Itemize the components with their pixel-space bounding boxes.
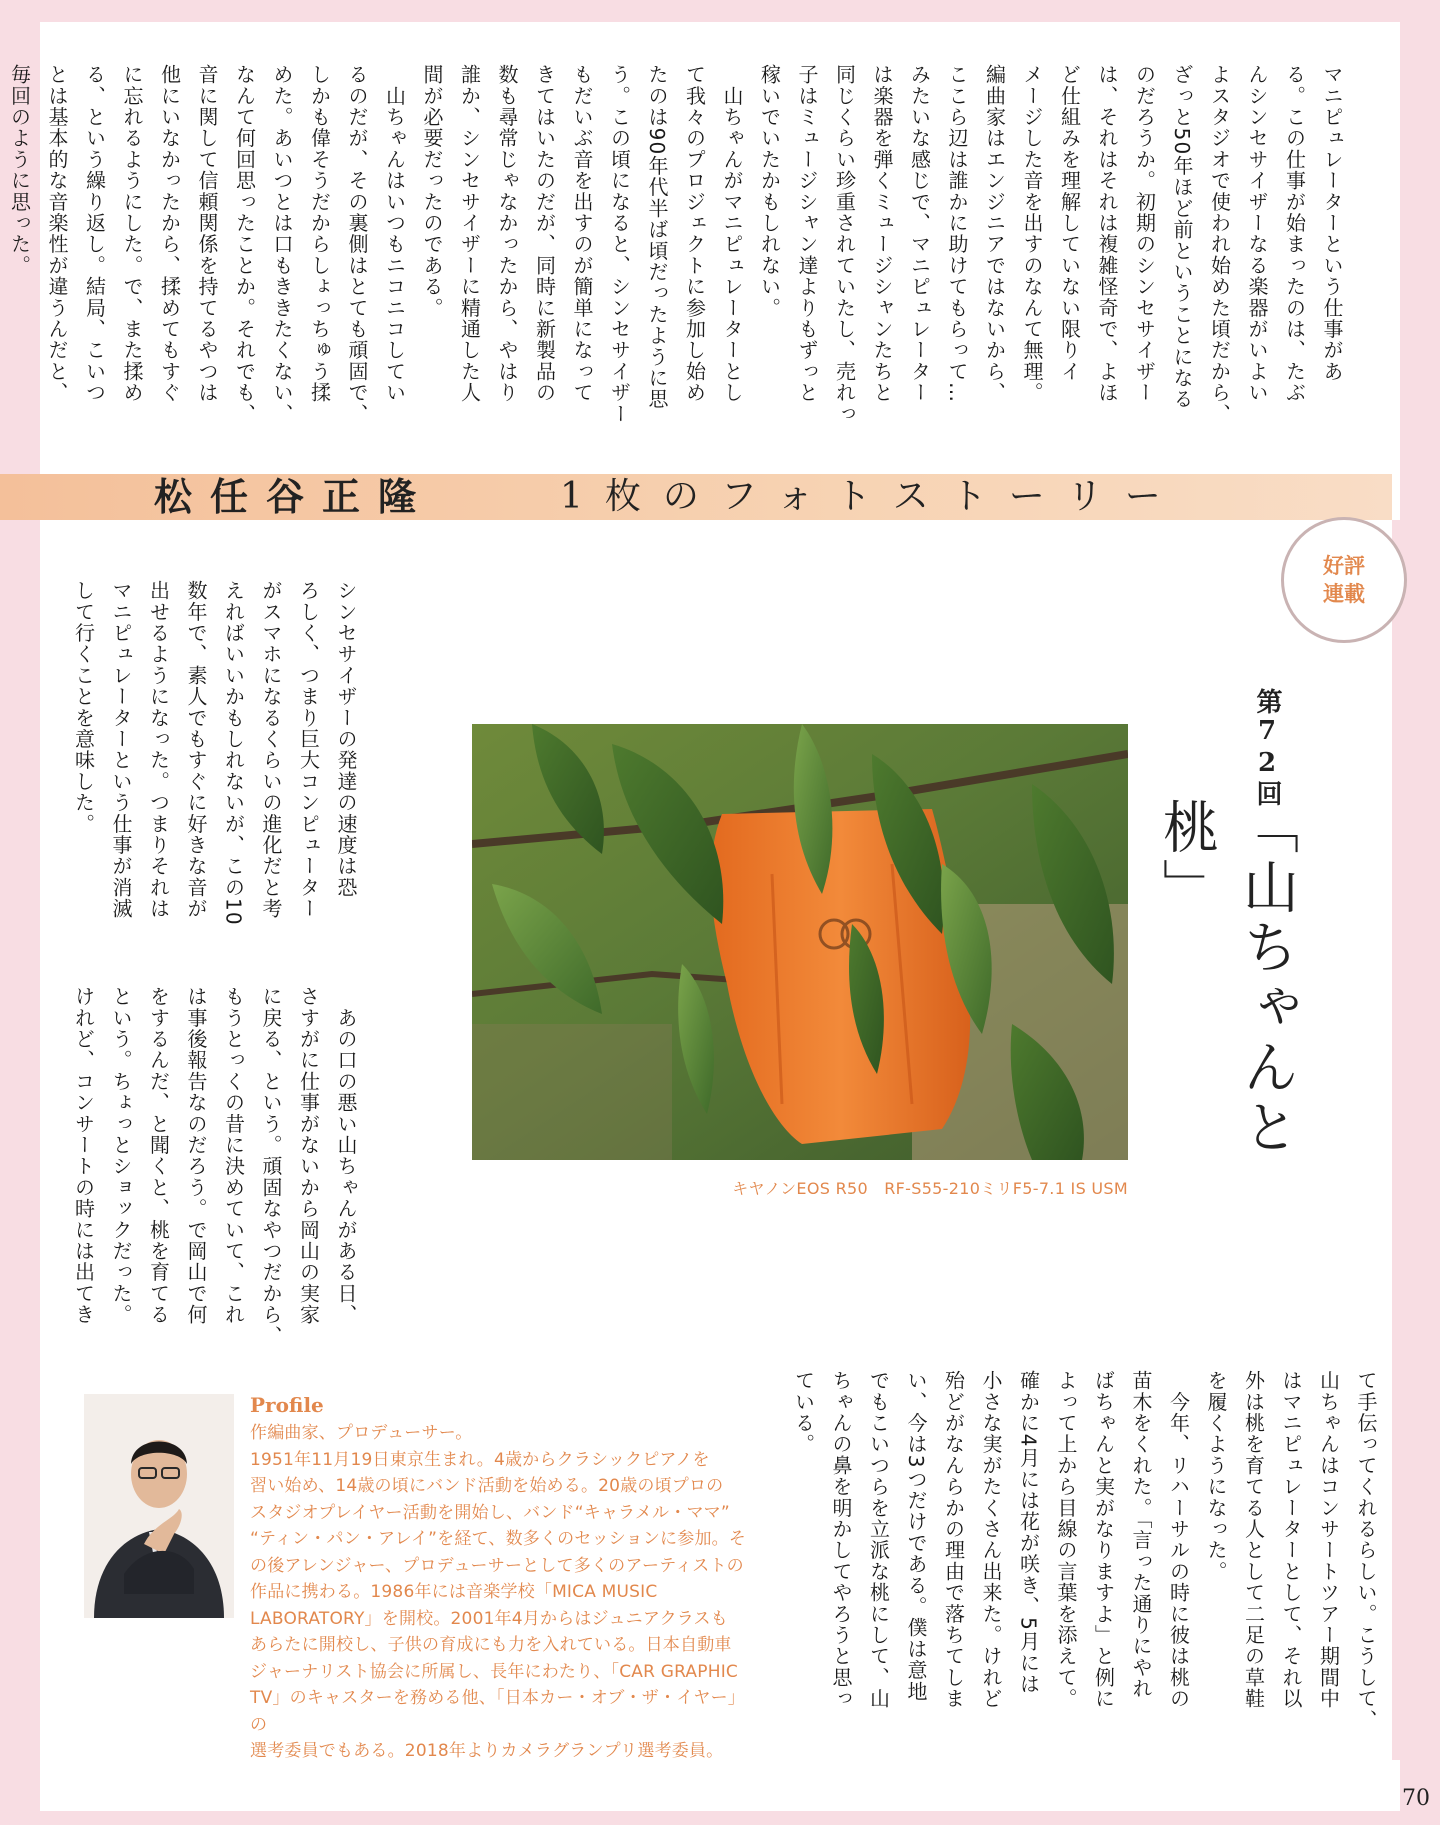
- profile-body: 作編曲家、プロデューサー。 1951年11月19日東京生まれ。4歳からクラシックピアノを 習い始め、14歳の頃にバンド活動を始める。20歳の頃プロの スタジオプレイヤー活動を開始し、バンド“キャラメル・ママ” “ティン・パン・アレイ”を経て、数多くのセッションに参加。そ の後アレンジャー、プロデューサーとして多くのアーティストの 作品に携わる。1986年には音楽学校「MICA MUSIC LABORATORY」を開校。2001年4月からはジュニアクラスも あらたに開校し、子供の育成にも力を入れている。日本自動車 ジャーナリスト協会に所属し、長年にわたり、「CAR GRAPHIC TV」のキャスターを務める他、「日本カー・オブ・ザ・イヤー」の 選考委員でもある。2018年よりカメラグランプリ選考委員。: [250, 1423, 747, 1761]
- author-profile: [250, 1390, 750, 1765]
- peach-bag-photo: [472, 724, 1128, 1160]
- badge-line-1: 好評: [1323, 554, 1365, 578]
- photo-caption: キヤノンEOS R50 RF-S55-210ミリF5-7.1 IS USM: [732, 1179, 1128, 1198]
- popular-series-badge: [1281, 517, 1407, 643]
- article-bottom-right-block: て手伝ってくれるらしい。こうして、 山ちゃんはコンサートツアー期間中 はマニピュレーターとして、それ以 外は桃を育てる人として二足の草鞋 を履くようになった。 今年、リハーサルの時に彼は桃の 苗木をくれた。「言った通りにやれ ばちゃんと実がなりますよ」と例に よって上から目線の言葉を添えて。 確かに4月には花が咲き、5月には 小さな実がたくさん出来た。けれど 殆どがなんらかの理由で落ちてしま い、今は3つだけである。僕は意地 でもこいつらを立派な桃にして、山 ちゃんの鼻を明かしてやろうと思っ ている。: [791, 1370, 1378, 1731]
- episode-number: 第72回: [1252, 688, 1282, 808]
- badge-line-2: 連載: [1323, 582, 1365, 606]
- page-number: 70: [1402, 1786, 1430, 1811]
- author-portrait: [84, 1394, 234, 1618]
- series-author: 松任谷正隆: [154, 474, 435, 519]
- episode-title: 「山ちゃんと桃」: [1154, 798, 1299, 1158]
- article-lower-left-block: あの口の悪い山ちゃんがある日、 さすがに仕事がないから岡山の実家 に戻る、という。頑固なやつだから、 もうとっくの昔に決めていて、これ は事後報告なのだろう。で岡山で何 をするんだ、と聞くと、桃を育てる という。ちょっとショックだった。 けれど、コンサートの時には出てき: [71, 986, 358, 1347]
- page-edge-tab: [1392, 520, 1440, 1760]
- series-title: 1枚のフォトストーリー: [560, 476, 1183, 517]
- photo-illustration: [472, 724, 1128, 1160]
- profile-heading: Profile: [250, 1393, 324, 1417]
- article-top-block: マニピュレーターという仕事があ る。この仕事が始まったのは、たぶ んシンセサイザーなる楽器がいよい よスタジオで使われ始めた頃だから、 ざっと50年ほど前ということになる のだろうか。初期のシンセサイザー は、それはそれは複雑怪奇で、よほ ど仕組みを理解していない限りイ メージした音を出すのなんて無理。 編曲家はエンジニアではないから、 ここら辺は誰かに助けてもらって… みたいな感じで、マニピュレーター は楽器を弾くミュージシャンたちと 同じくらい珍重されていたし、売れっ 子はミュージシャン達よりもずっと 稼いでいたかもしれない。 山ちゃんがマニピュレーターとし て我々のプロジェクトに参加し始め たのは90年代半ば頃だったように思 う。この頃になると、シンセサイザー もだいぶ音を出すのが簡単になって きてはいたのだが、同時に新製品の 数も尋常じゃなかったから、やはり 誰か、シンセサイザーに精通した人 間が必要だったのである。 山ちゃんはいつもニコニコしてい るのだが、その裏側はとても頑固で、 しかも偉そうだからしょっちゅう揉 めた。あいつとは口もききたくない、 なんて何回思ったことか。それでも、 音に関して信頼関係を持てるやつは 他にいなかったから、揉めてもすぐ に忘れるようにした。で、また揉め る、という繰り返し。結局、こいつ とは基本的な音楽性が違うんだと、 毎回のように思った。: [7, 64, 1344, 425]
- portrait-illustration: [84, 1394, 234, 1618]
- article-mid-block: シンセサイザーの発達の速度は恐 ろしく、つまり巨大コンピューター がスマホになるくらいの進化だと考 えればいいかもしれないが、この10 数年で、素人でもすぐに好きな音が 出せるようになった。つまりそれは マニピュレーターという仕事が消滅 して行くことを意味した。: [71, 580, 358, 926]
